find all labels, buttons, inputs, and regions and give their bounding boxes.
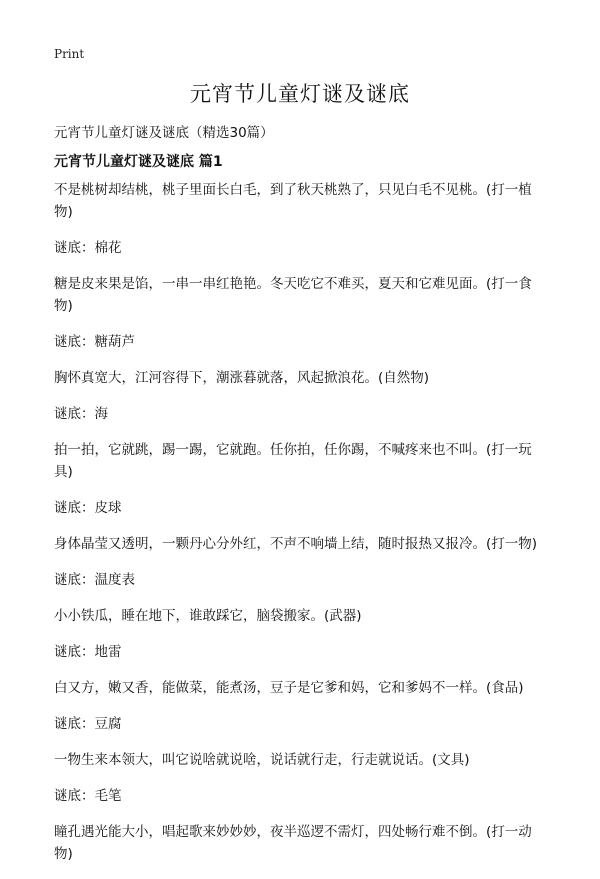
- riddle-question: 小小铁瓜，睡在地下，谁敢踩它，脑袋搬家。(武器): [54, 608, 362, 624]
- riddle-answer: 谜底：棉花: [54, 240, 122, 256]
- riddle-list: [54, 179, 550, 879]
- section-heading: 元宵节儿童灯谜及谜底 篇1: [54, 154, 223, 170]
- riddle-question: 白又方，嫩又香，能做菜，能煮汤，豆子是它爹和妈，它和爹妈不一样。(食品): [54, 680, 524, 696]
- riddle-question: 身体晶莹又透明，一颗丹心分外红，不声不响墙上结，随时报热又报冷。(打一物): [54, 536, 538, 552]
- riddle-question: 不是桃树却结桃，桃子里面长白毛，到了秋天桃熟了，只见白毛不见桃。(打一植物): [54, 182, 532, 220]
- riddle-question: 瞳孔遇光能大小，唱起歌来妙妙妙，夜半巡逻不需灯，四处畅行难不倒。(打一动物): [54, 824, 532, 862]
- riddle-question: 拍一拍，它就跳，踢一踢，它就跑。任你拍，任你踢，不喊疼来也不叫。(打一玩具): [54, 442, 532, 480]
- riddle-answer: 谜底：豆腐: [54, 716, 122, 732]
- print-link[interactable]: Print: [54, 47, 85, 61]
- riddle-question: 一物生来本领大，叫它说啥就说啥，说话就行走，行走就说话。(文具): [54, 752, 470, 768]
- riddle-answer: 谜底：地雷: [54, 644, 122, 660]
- riddle-question: 胸怀真宽大，江河容得下，潮涨暮就落，风起掀浪花。(自然物): [54, 370, 430, 386]
- document-subtitle: 元宵节儿童灯谜及谜底（精选30篇）: [54, 125, 274, 141]
- riddle-answer: 谜底：皮球: [54, 500, 122, 516]
- riddle-answer: 谜底：海: [54, 406, 108, 422]
- riddle-answer: 谜底：糖葫芦: [54, 334, 135, 350]
- riddle-answer: 谜底：毛笔: [54, 788, 122, 804]
- riddle-question: 糖是皮来果是馅，一串一串红艳艳。冬天吃它不难买，夏天和它难见面。(打一食物): [54, 276, 532, 314]
- page-title: 元宵节儿童灯谜及谜底: [190, 82, 410, 106]
- riddle-answer: 谜底：温度表: [54, 572, 135, 588]
